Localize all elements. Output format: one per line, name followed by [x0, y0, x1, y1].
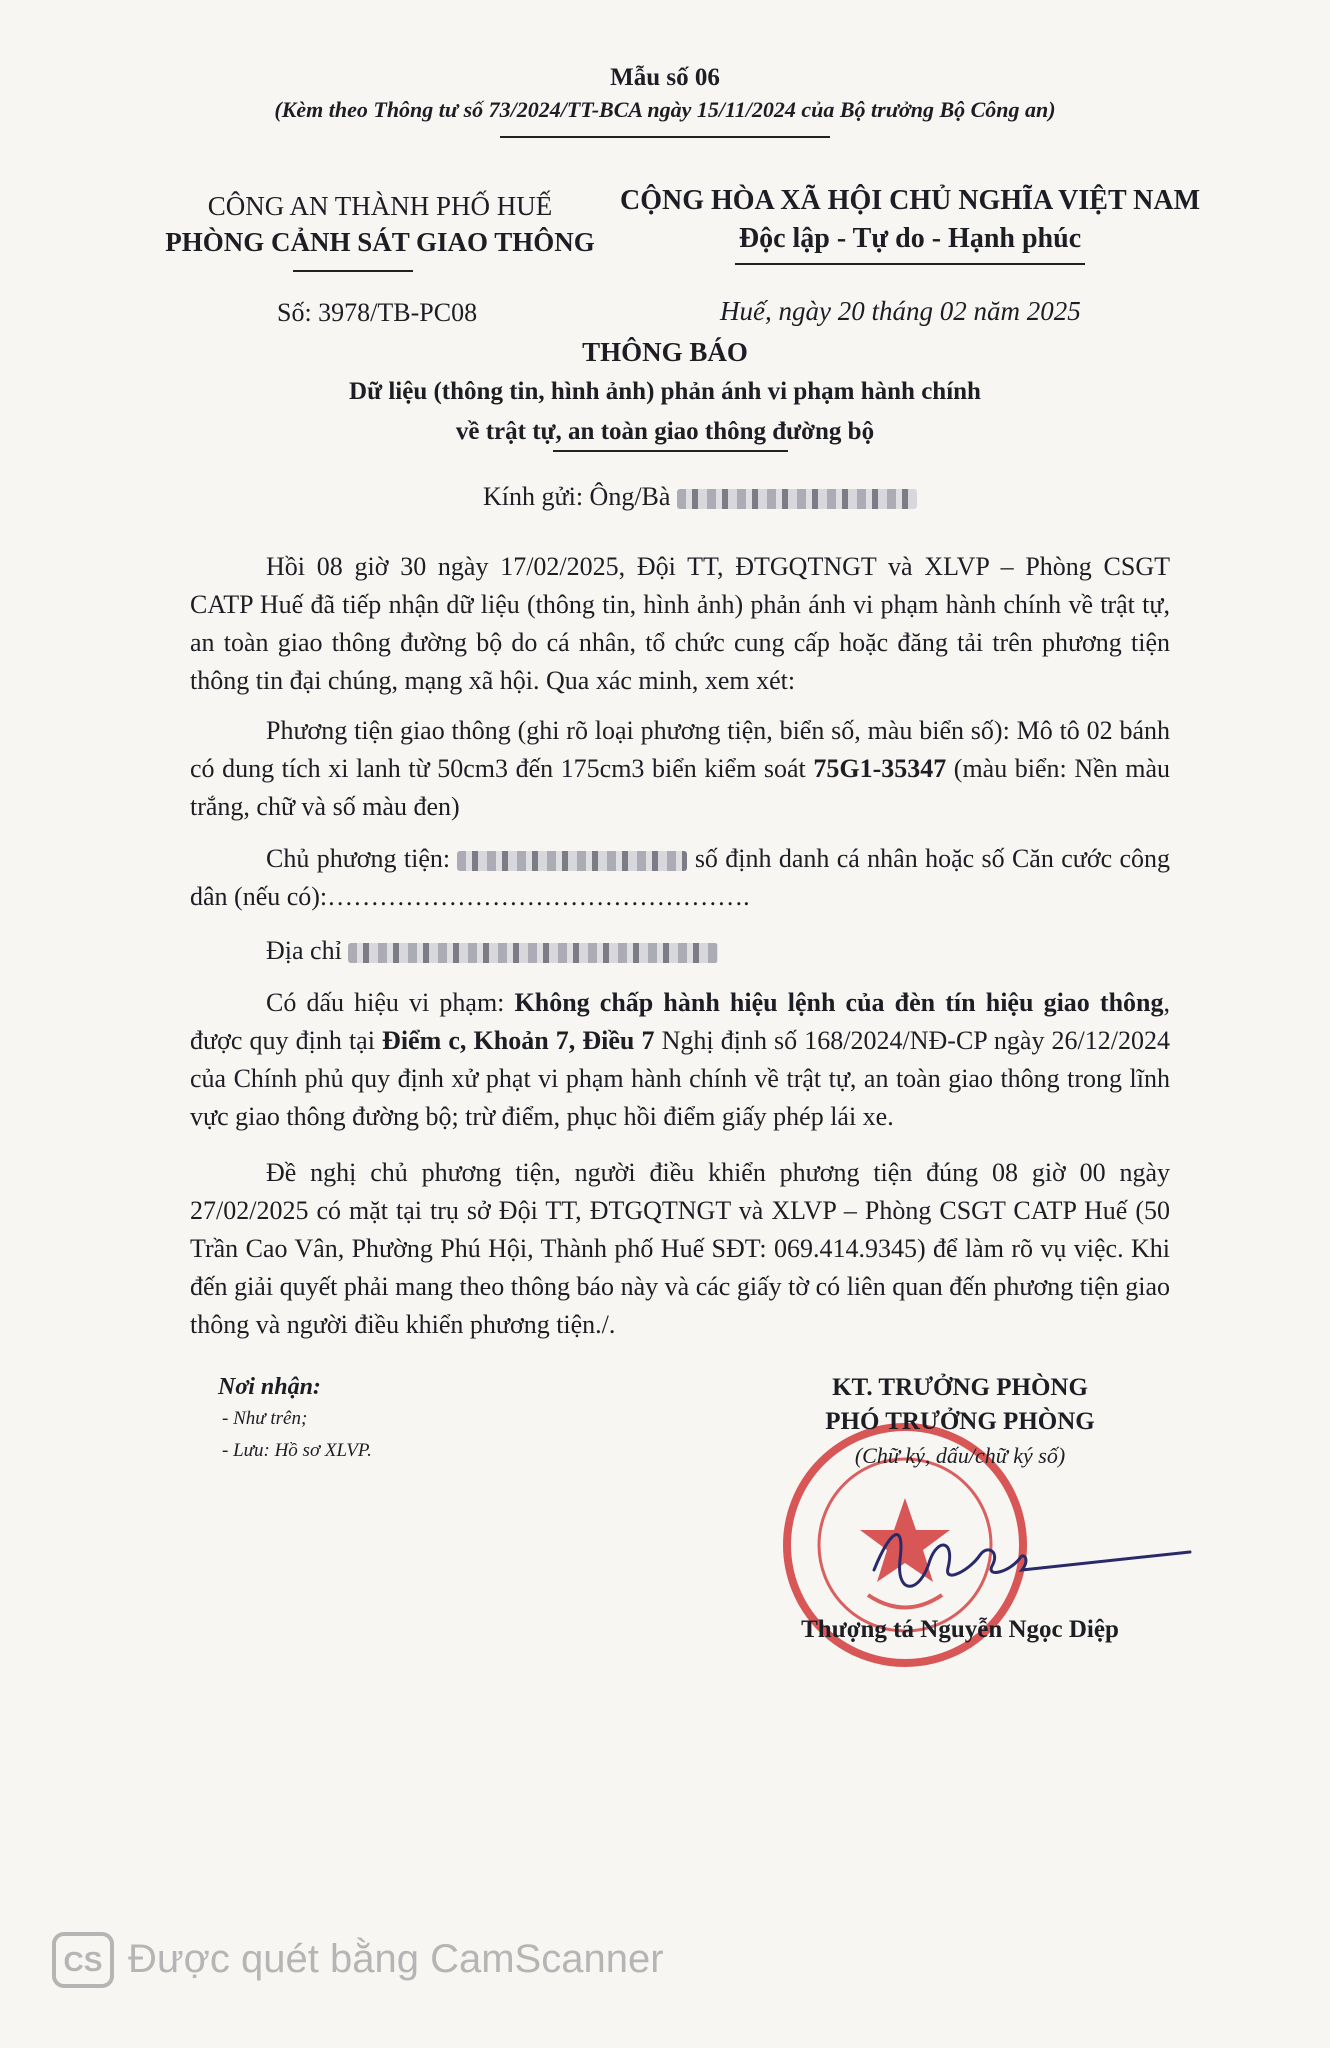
place-date: Huế, ngày 20 tháng 02 năm 2025 — [720, 296, 1081, 326]
camscanner-logo-icon — [52, 1932, 114, 1988]
form-reference: (Kèm theo Thông tư số 73/2024/TT-BCA ngày 15/11/2024 của Bộ trưởng Bộ Công an) — [274, 97, 1056, 122]
violation-basis: , được quy định tại — [190, 988, 1171, 1055]
greeting — [483, 482, 917, 512]
paragraph-intake: Hồi 08 giờ 30 ngày 17/02/2025, Đội TT, ĐTGQTNGT và XLVP – Phòng CSGT CATP Huế đã tiếp nhận dữ liệu (thông tin, hình ảnh) phản ánh vi phạm hành chính về trật tự, an toàn giao thông đường bộ do cá nhân, tổ chức cung cấp hoặc đăng tải trên phương tiện thông tin đại chúng, mạng xã hội. Qua xác minh, xem xét: — [190, 552, 1170, 695]
paragraph-summons: Đề nghị chủ phương tiện, người điều khiển phương tiện đúng 08 giờ 00 ngày 27/02/2025 có mặt tại trụ sở Đội TT, ĐTGQTNGT và XLVP – Phòng CSGT CATP Huế (50 Trần Cao Vân, Phường Phú Hội, Thành phố Huế SĐT: 069.414.9345) để làm rõ vụ việc. Khi đến giải quyết phải mang theo thông báo này và các giấy tờ có liên quan đến phương tiện giao thông và người điều khiển phương tiện./. — [190, 1158, 1170, 1339]
document-subtitle-2: về trật tự, an toàn giao thông đường bộ — [455, 418, 875, 445]
license-plate: 75G1-35347 — [813, 754, 947, 783]
document-subtitle-1: Dữ liệu (thông tin, hình ảnh) phản ánh vi phạm hành chính — [349, 378, 981, 405]
violation-article: Điểm c, Khoản 7, Điều 7 — [382, 1026, 655, 1055]
agency-rule — [293, 270, 413, 272]
paragraph-address — [190, 932, 1170, 970]
subtitle-underline — [553, 450, 788, 452]
document-title: THÔNG BÁO — [582, 337, 748, 367]
plate-color: (màu biển: Nền màu trắng, chữ và số màu đen) — [190, 754, 1170, 821]
document-number: Số: 3978/TB-PC08 — [277, 298, 478, 327]
recipient-item: - Lưu: Hồ sơ XLVP. — [222, 1440, 372, 1461]
violation-description: Không chấp hành hiệu lệnh của đèn tín hiệu giao thông — [514, 988, 1164, 1017]
paragraph-violation — [190, 984, 1170, 1136]
nation-name: CỘNG HÒA XÃ HỘI CHỦ NGHĨA VIỆT NAM — [619, 185, 1201, 216]
recipient-item: - Như trên; — [222, 1408, 308, 1429]
greeting-label: Kính gửi: Ông/Bà — [483, 482, 671, 511]
signature-note: (Chữ ký, dấu/chữ ký số) — [854, 1443, 1066, 1468]
paragraph-vehicle — [190, 712, 1170, 826]
issuing-agency — [150, 188, 610, 260]
decree-reference: Nghị định số 168/2024/NĐ-CP ngày 26/12/2024 của Chính phủ quy định xử phạt vi phạm hành chính về trật tự, an toàn giao thông trong lĩnh vực giao thông đường bộ; trừ điểm, phục hồi điểm giấy phép lái xe. — [190, 1026, 1170, 1131]
redacted-owner-name — [457, 851, 687, 871]
nation-motto: Độc lập - Tự do - Hạnh phúc — [738, 223, 1082, 254]
address-label: Địa chỉ — [266, 936, 342, 965]
signer-deputy-title: PHÓ TRƯỞNG PHÒNG — [825, 1408, 1095, 1435]
recipients-heading: Nơi nhận: — [218, 1374, 321, 1400]
agency-name: CÔNG AN THÀNH PHỐ HUẾ — [207, 191, 553, 221]
national-header — [610, 182, 1210, 258]
motto-rule — [735, 263, 1085, 265]
signer-name: Thượng tá Nguyễn Ngọc Diệp — [801, 1616, 1119, 1643]
violation-intro: Có dấu hiệu vi phạm: — [266, 988, 515, 1017]
redacted-recipient-name — [677, 489, 917, 509]
handwritten-signature-icon — [860, 1500, 1200, 1610]
paragraph-owner — [190, 840, 1170, 916]
owner-label: Chủ phương tiện: — [266, 844, 451, 873]
svg-text:CS: CS — [63, 1946, 103, 1977]
agency-department: PHÒNG CẢNH SÁT GIAO THÔNG — [165, 227, 595, 257]
redacted-address — [348, 943, 718, 963]
signer-title: KT. TRƯỞNG PHÒNG — [832, 1374, 1088, 1401]
owner-id-label: số định danh cá nhân hoặc số Căn cước công dân (nếu có):…………………………………………. — [190, 844, 1171, 911]
header-rule — [500, 136, 830, 138]
vehicle-description: Phương tiện giao thông (ghi rõ loại phương tiện, biển số, màu biển số): Mô tô 02 bánh có dung tích xi lanh từ 50cm3 đến 175cm3 biển kiểm soát — [190, 716, 1170, 783]
form-number: Mẫu số 06 — [610, 64, 720, 91]
scanner-watermark-text: Được quét bằng CamScanner — [128, 1937, 664, 1981]
